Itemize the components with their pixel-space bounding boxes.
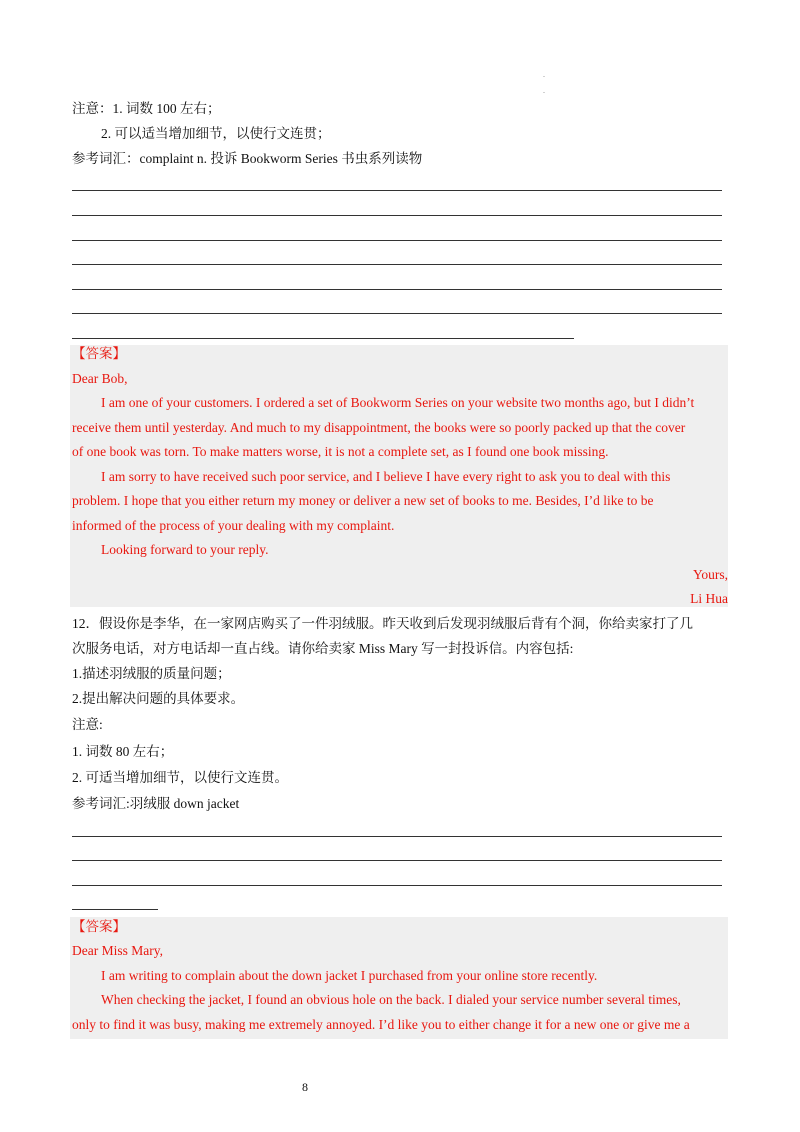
stray-dot-2: . bbox=[543, 86, 545, 95]
letter-line: When checking the jacket, I found an obvious hole on the back. I dialed your service number several times, bbox=[101, 992, 681, 1007]
writing-line bbox=[72, 215, 722, 216]
letter-line: I am one of your customers. I ordered a set of Bookworm Series on your website two months ago, but I didn’t bbox=[101, 395, 695, 410]
q12-note-2: 2. 可适当增加细节，以使行文连贯。 bbox=[72, 770, 288, 785]
stray-dot-1: . bbox=[543, 70, 545, 79]
q12-prompt-line-1: 12．假设你是李华，在一家网店购买了一件羽绒服。昨天收到后发现羽绒服后背有个洞，你给卖家打了几 bbox=[72, 616, 693, 631]
q12-vocab: 参考词汇:羽绒服 down jacket bbox=[72, 796, 240, 811]
writing-line bbox=[72, 289, 722, 290]
q12-note-title: 注意: bbox=[72, 717, 103, 732]
writing-line bbox=[72, 885, 722, 886]
writing-line bbox=[72, 836, 722, 837]
q12-prompt-line-2: 次服务电话，对方电话却一直占线。请你给卖家 Miss Mary 写一封投诉信。内容包括: bbox=[72, 641, 574, 656]
letter-line: of one book was torn. To make matters worse, it is not a complete set, as I found one book missing. bbox=[72, 444, 609, 459]
letter-line: only to find it was busy, making me extremely annoyed. I’d like you to either change it for a new one or give me a bbox=[72, 1017, 690, 1032]
writing-line bbox=[72, 240, 722, 241]
q11-vocab: 参考词汇：complaint n. 投诉 Bookworm Series 书虫系列读物 bbox=[72, 151, 423, 166]
q12-note-1: 1. 词数 80 左右； bbox=[72, 744, 174, 759]
writing-line bbox=[72, 338, 574, 339]
letter-signature: Li Hua bbox=[690, 591, 728, 606]
writing-line bbox=[72, 313, 722, 314]
letter-greeting: Dear Miss Mary, bbox=[72, 943, 163, 958]
page-number: 8 bbox=[302, 1080, 308, 1094]
q12-item-2: 2.提出解决问题的具体要求。 bbox=[72, 691, 245, 706]
letter-line: problem. I hope that you either return my money or deliver a new set of books to me. Besides, I’d like to be bbox=[72, 493, 654, 508]
letter-greeting: Dear Bob, bbox=[72, 371, 128, 386]
q12-item-1: 1.描述羽绒服的质量问题； bbox=[72, 666, 231, 681]
letter-line: Looking forward to your reply. bbox=[101, 542, 269, 557]
letter-closing: Yours, bbox=[692, 567, 728, 582]
writing-line bbox=[72, 909, 158, 910]
letter-line: I am sorry to have received such poor service, and I believe I have every right to ask you to deal with this bbox=[101, 469, 671, 484]
letter-line: receive them until yesterday. And much to my disappointment, the books were so poorly packed up that the cover bbox=[72, 420, 686, 435]
writing-line bbox=[72, 860, 722, 861]
letter-line: informed of the process of your dealing with my complaint. bbox=[72, 518, 395, 533]
writing-line bbox=[72, 264, 722, 265]
writing-line bbox=[72, 190, 722, 191]
q11-note-2: 2. 可以适当增加细节，以使行文连贯； bbox=[101, 126, 331, 141]
answer-tag: 【答案】 bbox=[72, 346, 126, 361]
q11-note-1: 注意：1. 词数 100 左右； bbox=[72, 101, 221, 116]
letter-line: I am writing to complain about the down jacket I purchased from your online store recently. bbox=[101, 968, 598, 983]
answer-tag: 【答案】 bbox=[72, 919, 126, 934]
